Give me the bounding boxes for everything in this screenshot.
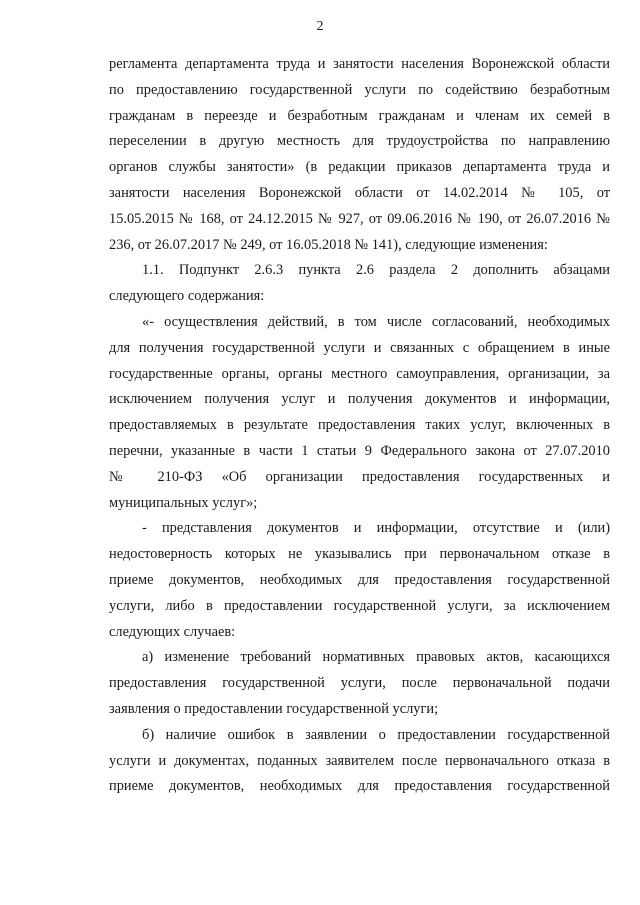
text-line: муниципальных услуг»; <box>109 494 258 511</box>
text-line: регламента департамента труда и занятости населения Воронежской области <box>109 56 610 72</box>
text-line: предоставления государственной услуги, после первоначальной подачи <box>109 675 610 692</box>
page-number: 2 <box>316 19 324 34</box>
text-line: переселении в другую местность для трудоустройства по направлению <box>109 133 610 150</box>
text-line: приеме документов, необходимых для предоставления государственной <box>109 571 610 588</box>
text-line: - представления документов и информации, отсутствие и (или) <box>142 520 610 537</box>
text-line: 236, от 26.07.2017 № 249, от 16.05.2018 № 141), следующие изменения: <box>109 236 548 253</box>
text-line: следующих случаев: <box>109 623 236 640</box>
text-line: перечни, указанные в части 1 статьи 9 Федерального закона от 27.07.2010 <box>109 442 610 459</box>
text-line: органов службы занятости» (в редакции приказов департамента труда и <box>109 159 610 176</box>
text-line: 15.05.2015 № 168, от 24.12.2015 № 927, от 09.06.2016 № 190, от 26.07.2016 № <box>109 210 610 227</box>
text-line: по предоставлению государственной услуги по содействию безработным <box>109 81 610 98</box>
text-line: 1.1. Подпункт 2.6.3 пункта 2.6 раздела 2 дополнить абзацами <box>142 262 610 279</box>
text-line: а) изменение требований нормативных правовых актов, касающихся <box>142 649 610 666</box>
text-line: приеме документов, необходимых для предоставления государственной <box>109 778 610 795</box>
text-line: услуги, либо в предоставлении государственной услуги, за исключением <box>109 597 610 614</box>
text-line: недостоверность которых не указывались при первоначальном отказе в <box>109 546 610 563</box>
text-line: следующего содержания: <box>109 288 265 305</box>
text-line: заявления о предоставлении государственной услуги; <box>109 700 439 717</box>
text-line: для получения государственной услуги и связанных с обращением в иные <box>109 339 610 356</box>
document-body <box>109 52 610 800</box>
text-line: предоставляемых в результате предоставления таких услуг, включенных в <box>109 417 610 434</box>
text-line: гражданам в переезде и безработным гражданам и членам их семей в <box>109 107 610 124</box>
text-line: услуги и документах, поданных заявителем после первоначального отказа в <box>109 752 610 769</box>
text-line: государственные органы, органы местного самоуправления, организации, за <box>109 365 610 382</box>
text-line: исключением получения услуг и получения документов и информации, <box>109 391 610 408</box>
text-line: занятости населения Воронежской области от 14.02.2014 № 105, от <box>109 184 610 201</box>
text-line: б) наличие ошибок в заявлении о предоставлении государственной <box>142 726 610 743</box>
text-line: «- осуществления действий, в том числе согласований, необходимых <box>142 313 610 330</box>
text-line: № 210-ФЗ «Об организации предоставления государственных и <box>109 468 610 485</box>
